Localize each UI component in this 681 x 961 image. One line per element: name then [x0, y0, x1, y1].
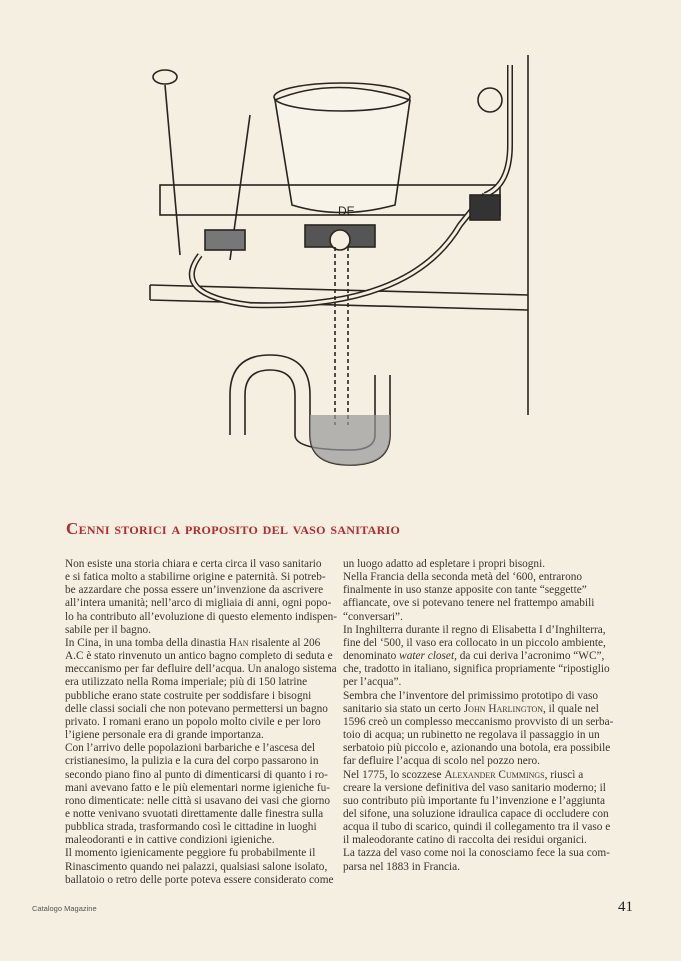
text-line	[65, 834, 335, 847]
text-line	[343, 624, 633, 637]
text-segment: La tazza del vaso come noi la conosciamo fece la sua com-	[343, 847, 610, 860]
text-segment: sabile per il bagno.	[65, 623, 151, 636]
text-line	[343, 558, 633, 571]
person-name: Han	[228, 636, 249, 649]
text-segment: pubblica strada, trasformando così le cittadine in luoghi	[65, 821, 317, 834]
text-segment: e notte venivano svuotati direttamente dalle finestra sulla	[65, 807, 324, 820]
text-segment: fine del ‘500, il vaso era collocato in un piccolo ambiente,	[343, 636, 606, 649]
text-line	[65, 755, 335, 768]
text-segment: far defluire l’acqua di scolo nel pozzo nero.	[343, 755, 540, 768]
text-segment: Sembra che l’inventore del primissimo prototipo di vaso	[343, 689, 599, 702]
text-segment: rono dimenticate: nelle città si usavano dei vasi che giorno	[65, 794, 331, 807]
toilet-mechanism-illustration	[110, 55, 550, 475]
article-title: Cenni storici a proposito del vaso sanitario	[66, 519, 401, 538]
text-line	[65, 861, 335, 874]
text-segment: lo ha contributo all’evoluzione di questo elemento indispen-	[65, 610, 337, 623]
text-line	[65, 808, 335, 821]
text-line	[343, 795, 633, 808]
bowl-label: DE	[338, 204, 355, 218]
text-segment: suo contributo più importante fu l’invenzione e l’aggiunta	[343, 794, 605, 807]
text-segment: meccanismo per far defluire dell’acqua. Un analogo sistema	[65, 663, 337, 676]
text-segment: pubbliche erano state costruite per soddisfare i bisogni	[65, 689, 312, 702]
text-segment: Non esiste una storia chiara e certa circa il vaso sanitario	[65, 558, 322, 570]
text-line	[343, 637, 633, 650]
text-line	[343, 755, 633, 768]
text-line	[343, 663, 633, 676]
text-segment: toio di acqua; un rubinetto ne regolava il passaggio in un	[343, 729, 600, 742]
text-segment: In Cina, in una tomba della dinastia	[65, 636, 229, 649]
text-line	[343, 597, 633, 610]
text-line	[343, 729, 633, 742]
text-segment: , riuscì a	[544, 768, 584, 781]
text-segment: affiancate, ove si potevano tenere nel frattempo amabili	[343, 597, 595, 610]
text-line	[65, 637, 335, 650]
text-line	[343, 611, 633, 624]
text-segment: Nella Francia della seconda metà del ‘600, entrarono	[343, 571, 583, 584]
page-number: 41	[618, 899, 633, 915]
text-segment: parsa nel 1883 in Francia.	[343, 860, 461, 873]
text-segment: delle classi sociali che non potevano permettersi un bagno	[65, 702, 328, 715]
text-segment: all’intera umanità; nell’arco di migliaia di anni, ogni popo-	[65, 597, 332, 610]
text-line	[343, 571, 633, 584]
text-line	[65, 571, 335, 584]
text-line	[65, 716, 335, 729]
text-line	[65, 676, 335, 689]
text-line	[343, 821, 633, 834]
text-line	[65, 769, 335, 782]
text-segment: denominato	[343, 650, 400, 663]
text-line	[65, 663, 335, 676]
text-segment: risalente al 206	[248, 636, 321, 649]
article-column-1	[65, 558, 335, 887]
text-segment: creare la versione definitiva del vaso sanitario moderno; il	[343, 781, 606, 794]
text-line	[343, 703, 633, 716]
text-segment: secondo piano fino al punto di dimenticarsi di quanto i ro-	[65, 768, 328, 781]
text-segment: maleodoranti e in cattive condizioni igieniche.	[65, 834, 275, 847]
text-segment: serbatoio più piccolo e, azionando una botola, era possibile	[343, 742, 611, 755]
publication-name: Catalogo Magazine	[32, 904, 97, 913]
text-segment: Nel 1775, lo scozzese	[343, 768, 445, 781]
text-segment: mani avevano fatto e le più elementari norme igieniche fu-	[65, 781, 331, 794]
text-line	[343, 676, 633, 689]
text-line	[343, 847, 633, 860]
text-segment: del sifone, una soluzione idraulica capace di occludere con	[343, 807, 609, 820]
text-segment: ballatoio o retro delle porte poteva essere considerato come	[65, 873, 334, 886]
text-segment: Rinascimento quando nei palazzi, qualsiasi salone isolato,	[65, 860, 328, 873]
text-segment: acqua il tubo di scarico, quindi il collegamento tra il vaso e	[343, 821, 611, 834]
text-line	[343, 584, 633, 597]
person-name: Alexander Cummings	[444, 768, 545, 781]
text-line	[65, 690, 335, 703]
text-line	[65, 782, 335, 795]
text-segment: sanitario sia stato un certo	[343, 702, 464, 715]
text-segment: per l’acqua”.	[343, 676, 402, 689]
text-segment: Il momento igienicamente peggiore fu probabilmente il	[65, 847, 316, 860]
emphasis-text: water closet	[399, 650, 455, 663]
text-segment: il maleodorante catino di raccolta dei residui organici.	[343, 834, 587, 847]
text-line	[65, 729, 335, 742]
text-line	[65, 650, 335, 663]
text-line	[65, 597, 335, 610]
text-line	[343, 861, 633, 874]
text-segment: che, tradotto in italiano, significa propriamente “ripostiglio	[343, 663, 610, 676]
text-line	[65, 847, 335, 860]
text-segment: A.C è stato rinvenuto un antico bagno completo di seduta e	[65, 650, 333, 663]
text-line	[343, 834, 633, 847]
text-line	[343, 769, 633, 782]
text-segment: privato. I romani erano un popolo molto civile e per loro	[65, 715, 321, 728]
article-column-2	[343, 558, 633, 874]
text-segment: Con l’arrivo delle popolazioni barbariche e l’ascesa del	[65, 742, 315, 755]
text-line	[65, 703, 335, 716]
text-line	[65, 558, 335, 571]
text-segment: cristianesimo, la pulizia e la cura del corpo passarono in	[65, 755, 319, 768]
text-line	[65, 874, 335, 887]
text-segment: era utilizzato nella Roma imperiale; più di 150 latrine	[65, 676, 308, 689]
text-line	[65, 795, 335, 808]
text-segment: , il quale nel	[543, 702, 599, 715]
text-segment: e si fatica molto a stabilirne origine e paternità. Si potreb-	[65, 571, 326, 584]
text-segment: be azzardare che possa essere un’invenzione da ascrivere	[65, 584, 324, 597]
person-name: John Harlington	[463, 702, 544, 715]
text-line	[65, 742, 335, 755]
text-segment: l’igiene personale era di grande importanza.	[65, 729, 264, 742]
text-line	[65, 624, 335, 637]
text-line	[65, 584, 335, 597]
text-line	[343, 716, 633, 729]
text-segment: 1596 creò un complesso meccanismo provvisto di un serba-	[343, 715, 614, 728]
text-segment: un luogo adatto ad espletare i propri bisogni.	[343, 558, 546, 570]
text-segment: finalmente in uso stanze apposite con tante “seggette”	[343, 584, 587, 597]
text-line	[343, 690, 633, 703]
text-segment: “conversari”.	[343, 610, 403, 623]
text-line	[343, 808, 633, 821]
text-line	[343, 650, 633, 663]
text-line	[65, 821, 335, 834]
text-line	[343, 742, 633, 755]
text-segment: In Inghilterra durante il regno di Elisabetta I d’Inghilterra,	[343, 623, 606, 636]
text-line	[65, 611, 335, 624]
text-line	[343, 782, 633, 795]
text-segment: , da cui deriva l’acronimo “WC”,	[454, 650, 605, 663]
